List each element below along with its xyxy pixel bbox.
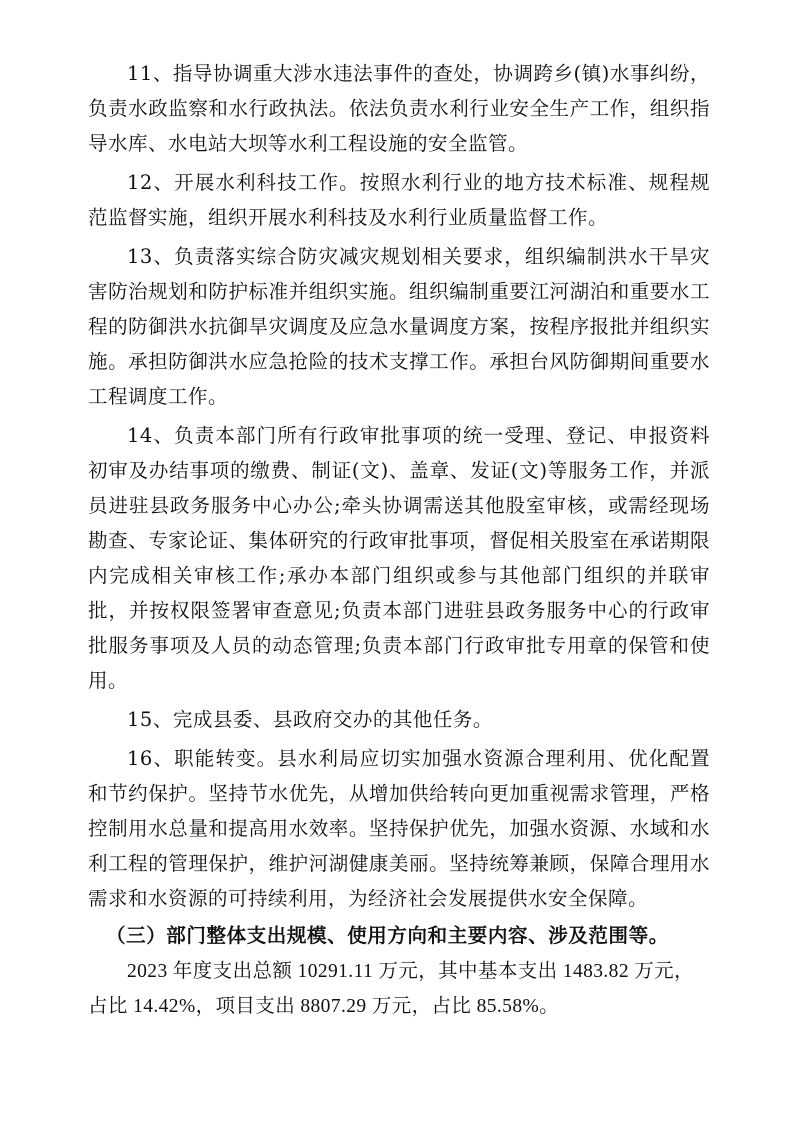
expenditure-summary: 2023 年度支出总额 10291.11 万元，其中基本支出 1483.82 万元，占比 14.42%，项目支出 8807.29 万元，占比 85.58%。 [88,961,694,1017]
duty-item-13: 13、负责落实综合防灾减灾规划相关要求，组织编制洪水干旱灾害防治规划和防护标准并组织实施。组织编制重要江河湖泊和重要水工程的防御洪水抗御旱灾调度及应急水量调度方案，按程序报批并组织实施。承担防御洪水应急抢险的技术支撑工作。承担台风防御期间重要水工程调度工作。 [88,245,710,408]
duty-item-16: 16、职能转变。县水利局应切实加强水资源合理利用、优化配置和节约保护。坚持节水优先，从增加供给转向更加重视需求管理，严格控制用水总量和提高用水效率。坚持保护优先，加强水资源、水域和水利工程的管理保护，维护河湖健康美丽。坚持统筹兼顾，保障合理用水需求和水资源的可持续利用，为经济社会发展提供水安全保障。 [88,747,710,910]
duty-item-11: 11、指导协调重大涉水违法事件的查处，协调跨乡(镇)水事纠纷，负责水政监察和水行政执法。依法负责水利行业安全生产工作，组织指导水库、水电站大坝等水利工程设施的安全监管。 [88,62,710,155]
duty-item-12: 12、开展水利科技工作。按照水利行业的地方技术标准、规程规范监督实施，组织开展水利科技及水利行业质量监督工作。 [88,171,710,229]
section-heading: （三）部门整体支出规模、使用方向和主要内容、涉及范围等。 [106,924,669,947]
duty-item-15: 15、完成县委、县政府交办的其他任务。 [127,708,493,731]
duty-item-14: 14、负责本部门所有行政审批事项的统一受理、登记、申报资料初审及办结事项的缴费、制证(文)、盖章、发证(文)等服务工作，并派员进驻县政务服务中心办公;牵头协调需送其他股室审核，或需经现场勘查、专家论证、集体研究的行政审批事项，督促相关股室在承诺期限内完成相关审核工作;承办本部门组织或参与其他部门组织的并联审批，并按权限签署审查意见;负责本部门进驻县政务服务中心的行政审批服务事项及人员的动态管理;负责本部门行政审批专用章的保管和使用。 [88,424,710,692]
